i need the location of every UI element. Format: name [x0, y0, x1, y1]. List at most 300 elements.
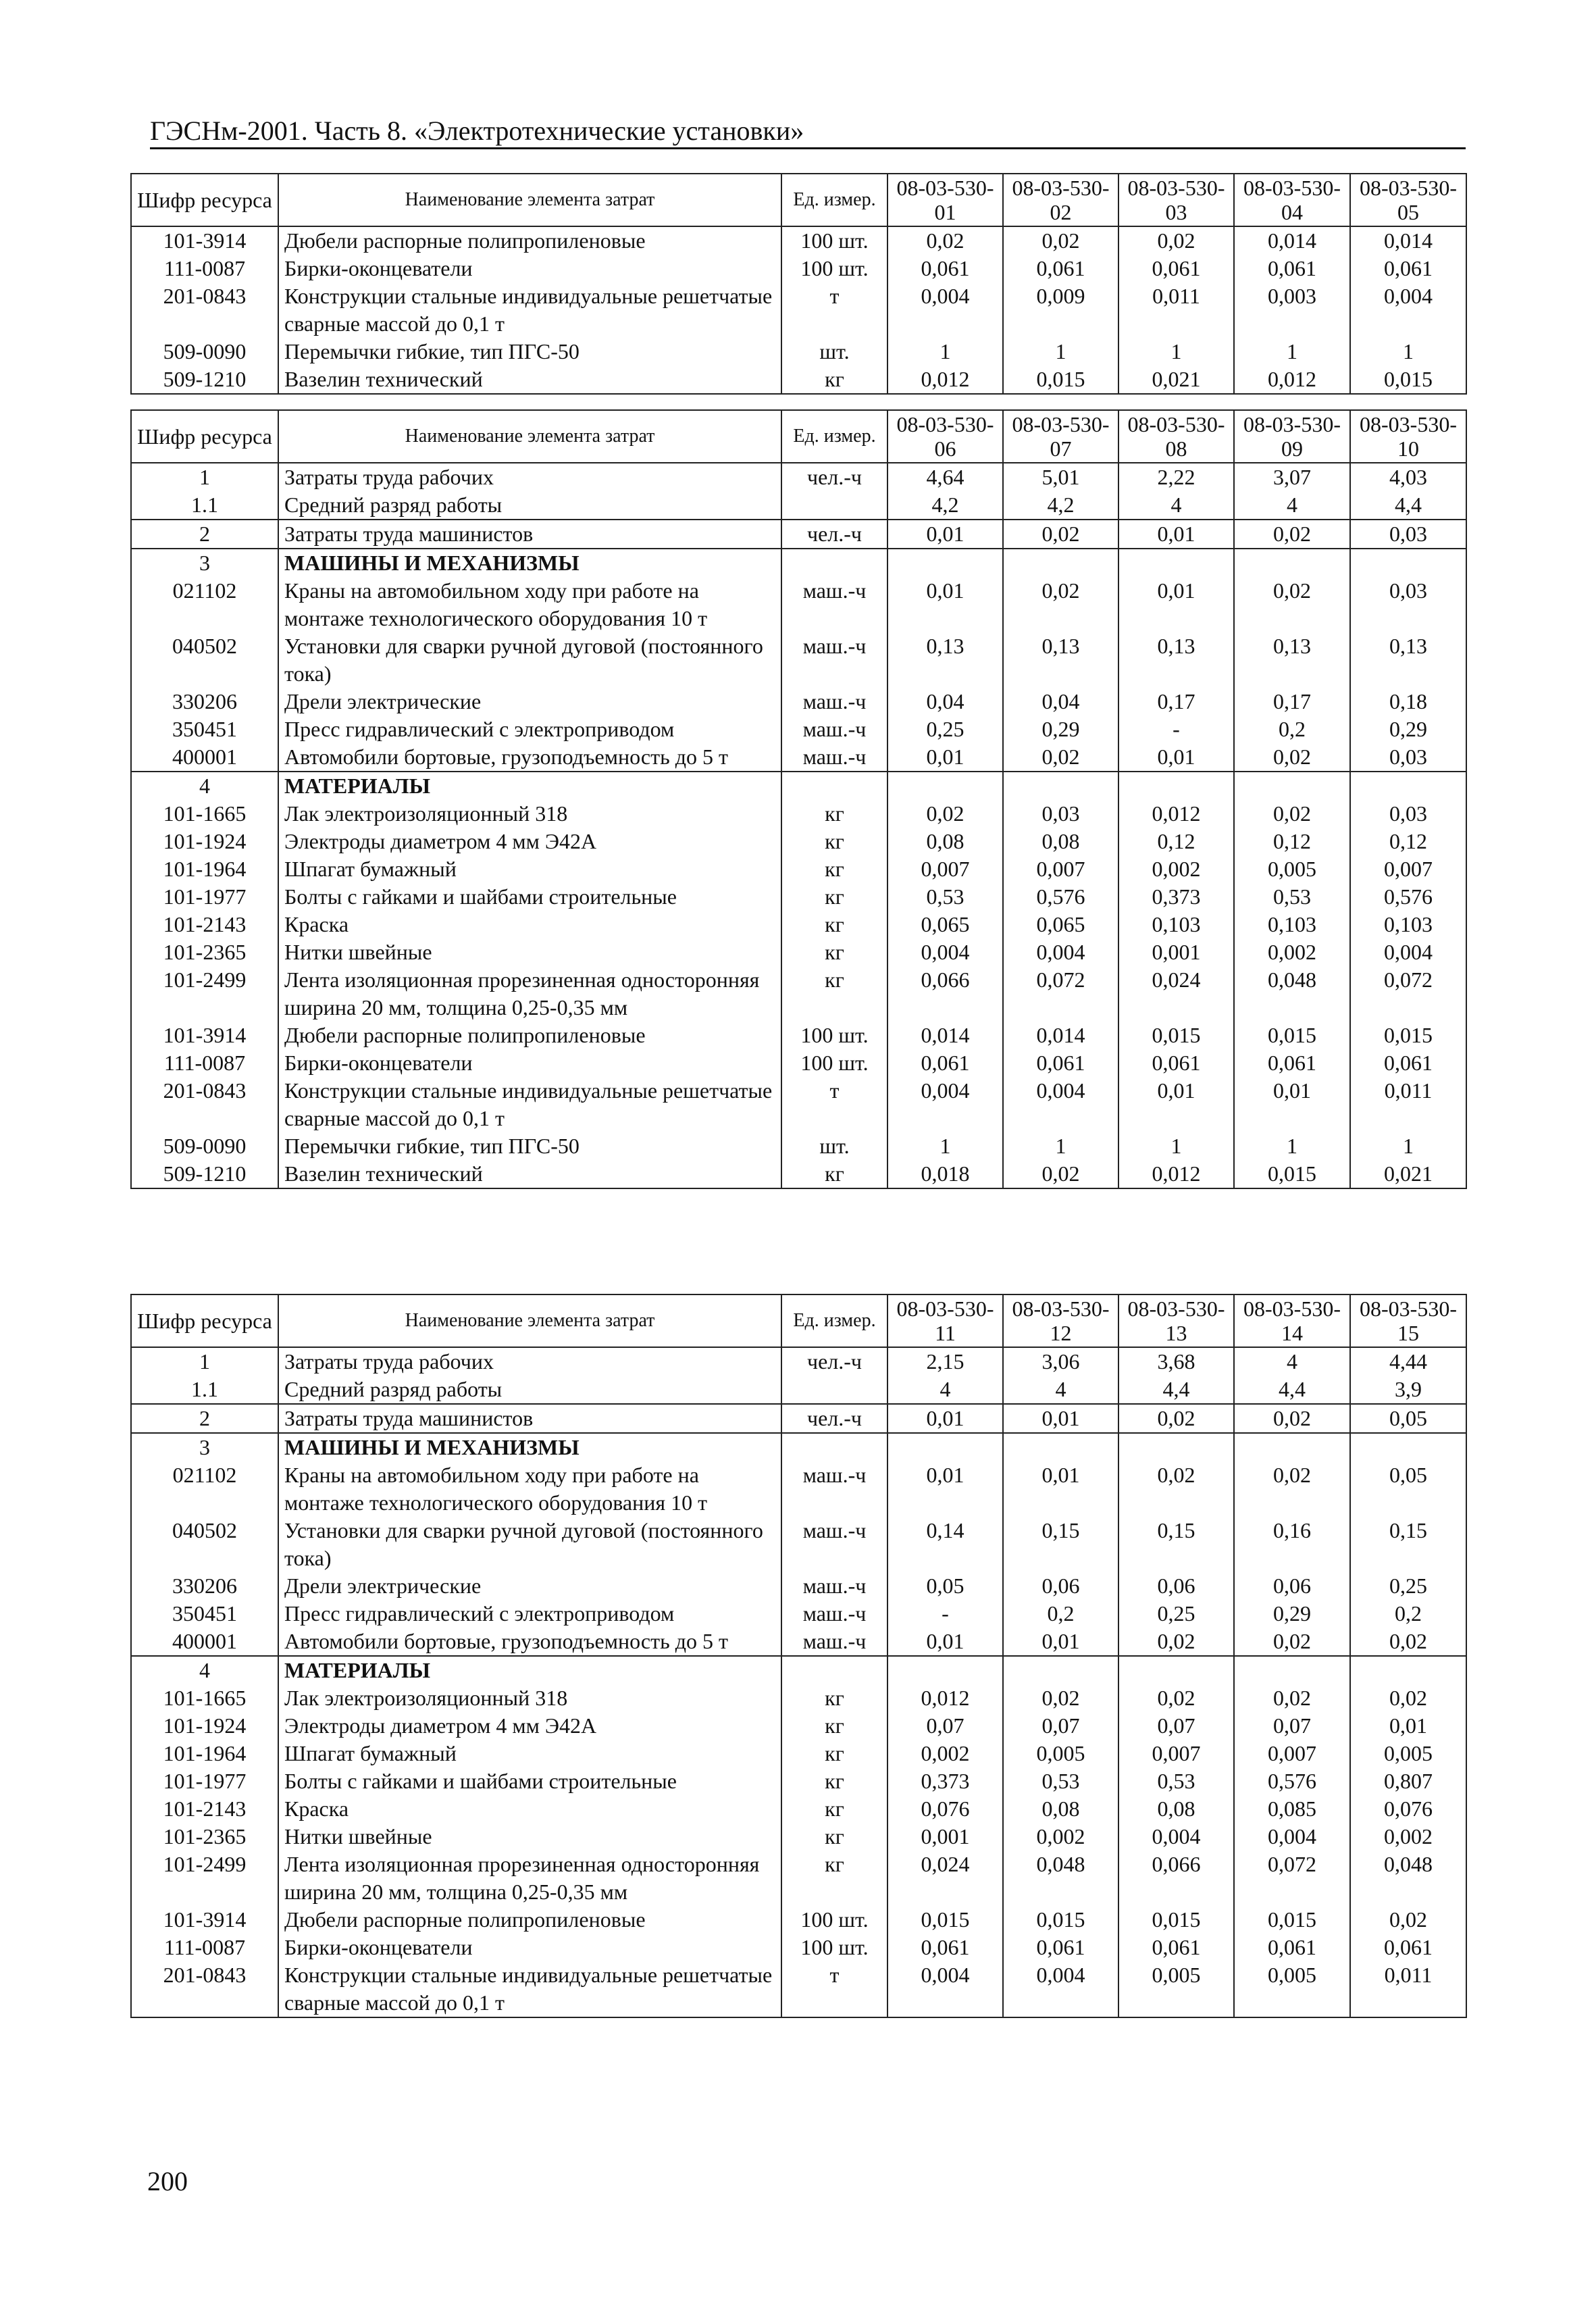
header-unit: Ед. измер.: [781, 410, 887, 463]
norm-value: 0,061: [1003, 1049, 1118, 1077]
unit-of-measure: кг: [781, 883, 887, 911]
resource-code: 3: [131, 549, 278, 577]
norm-value: 0,103: [1118, 911, 1234, 938]
table-row: [131, 1823, 1466, 1851]
norm-value: 0,103: [1234, 911, 1350, 938]
norm-value: 0,061: [1003, 255, 1118, 282]
table-row: [131, 255, 1466, 282]
resource-name: Установки для сварки ручной дуговой (постоянного тока): [278, 632, 781, 688]
table-row: [131, 282, 1466, 338]
norm-value: 0,007: [1234, 1740, 1350, 1767]
unit-of-measure: кг: [781, 966, 887, 1022]
norm-value: 0,02: [1003, 743, 1118, 772]
unit-of-measure: маш.-ч: [781, 1572, 887, 1600]
table-row: [131, 911, 1466, 938]
resource-name: Краска: [278, 911, 781, 938]
norm-value: 0,015: [1003, 1906, 1118, 1934]
unit-of-measure: [781, 1433, 887, 1461]
table-row: [131, 1934, 1466, 1961]
resource-name: Дюбели распорные полипропиленовые: [278, 1906, 781, 1934]
resource-name: Автомобили бортовые, грузоподъемность до 5 т: [278, 1628, 781, 1656]
norm-value: 4,03: [1350, 463, 1466, 491]
resource-code: 101-1964: [131, 855, 278, 883]
norm-value: 0,02: [887, 800, 1003, 828]
norm-value: 0,01: [1118, 743, 1234, 772]
norm-value: 0,02: [887, 226, 1003, 255]
unit-of-measure: [781, 1376, 887, 1404]
unit-of-measure: 100 шт.: [781, 1906, 887, 1934]
table-row: [131, 800, 1466, 828]
unit-of-measure: кг: [781, 938, 887, 966]
unit-of-measure: маш.-ч: [781, 715, 887, 743]
norm-value: 0,05: [1350, 1461, 1466, 1517]
norm-value: 0,004: [1003, 1961, 1118, 2017]
norm-value: 0,12: [1350, 828, 1466, 855]
resource-code: 101-1964: [131, 1740, 278, 1767]
norm-value: 0,15: [1003, 1517, 1118, 1572]
table-row: [131, 491, 1466, 520]
norm-value: 1: [1118, 1132, 1234, 1160]
resource-code: 101-1665: [131, 1684, 278, 1712]
norm-value: 0,011: [1350, 1961, 1466, 2017]
norm-value: 0,004: [887, 1961, 1003, 2017]
norm-value: 0,17: [1234, 688, 1350, 715]
norm-value: 1: [887, 1132, 1003, 1160]
norm-value: 0,08: [1003, 828, 1118, 855]
resource-name: Шпагат бумажный: [278, 855, 781, 883]
header-code: Шифр ресурса: [131, 410, 278, 463]
unit-of-measure: кг: [781, 1160, 887, 1188]
norm-value: 1: [1350, 1132, 1466, 1160]
resource-name: Лента изоляционная прорезиненная односторонняя ширина 20 мм, толщина 0,25-0,35 мм: [278, 966, 781, 1022]
norm-value: 0,004: [1350, 282, 1466, 338]
norm-value: 0,08: [1003, 1795, 1118, 1823]
norm-value: 1: [1118, 338, 1234, 366]
norm-value: 0,061: [1003, 1934, 1118, 1961]
resource-code: 400001: [131, 743, 278, 772]
norm-value: [1234, 1656, 1350, 1684]
unit-of-measure: маш.-ч: [781, 743, 887, 772]
unit-of-measure: т: [781, 282, 887, 338]
resource-code: 2: [131, 1404, 278, 1433]
resource-name: Средний разряд работы: [278, 1376, 781, 1404]
resource-table-2: [130, 409, 1467, 1189]
norm-value: -: [887, 1600, 1003, 1628]
norm-value: 0,061: [1234, 1934, 1350, 1961]
norm-value: [1350, 1433, 1466, 1461]
norm-value: 0,015: [1350, 366, 1466, 394]
resource-name: Бирки-оконцеватели: [278, 255, 781, 282]
resource-name: Бирки-оконцеватели: [278, 1049, 781, 1077]
norm-value: 0,807: [1350, 1767, 1466, 1795]
norm-value: 0,02: [1234, 577, 1350, 632]
norm-value: [1234, 1433, 1350, 1461]
norm-value: 0,012: [1234, 366, 1350, 394]
table-row: [131, 883, 1466, 911]
section-row: [131, 1656, 1466, 1684]
norm-value: 0,061: [1234, 255, 1350, 282]
norm-value: 0,25: [1350, 1572, 1466, 1600]
norm-value: 0,02: [1234, 1404, 1350, 1433]
resource-name: Конструкции стальные индивидуальные решетчатые сварные массой до 0,1 т: [278, 1077, 781, 1132]
norm-value: 0,01: [1118, 520, 1234, 549]
norm-value: 0,05: [1350, 1404, 1466, 1433]
resource-code: 021102: [131, 577, 278, 632]
resource-code: 201-0843: [131, 1077, 278, 1132]
unit-of-measure: 100 шт.: [781, 1049, 887, 1077]
norm-value: 0,53: [1234, 883, 1350, 911]
table-row: [131, 688, 1466, 715]
norm-value: 0,02: [1118, 1628, 1234, 1656]
norm-value: 1: [1234, 1132, 1350, 1160]
unit-of-measure: кг: [781, 1823, 887, 1851]
table-row: [131, 463, 1466, 491]
norm-value: 0,25: [887, 715, 1003, 743]
resource-code: 021102: [131, 1461, 278, 1517]
norm-value: [1003, 549, 1118, 577]
table-row: [131, 338, 1466, 366]
norm-value: 0,001: [1118, 938, 1234, 966]
norm-value: 0,004: [887, 282, 1003, 338]
norm-value: 0,061: [1234, 1049, 1350, 1077]
resource-code: 040502: [131, 1517, 278, 1572]
resource-code: 101-1665: [131, 800, 278, 828]
norm-value: 0,13: [887, 632, 1003, 688]
header-norm-code: 08-03-530-03: [1118, 174, 1234, 226]
norm-value: 0,061: [1118, 1049, 1234, 1077]
norm-value: 0,061: [1350, 1934, 1466, 1961]
norm-value: 0,14: [887, 1517, 1003, 1572]
norm-value: 0,002: [1350, 1823, 1466, 1851]
norm-value: [1118, 1656, 1234, 1684]
norm-value: 0,02: [1234, 1461, 1350, 1517]
unit-of-measure: маш.-ч: [781, 688, 887, 715]
norm-value: 0,012: [887, 366, 1003, 394]
unit-of-measure: маш.-ч: [781, 632, 887, 688]
norm-value: 0,373: [887, 1767, 1003, 1795]
resource-name: Нитки швейные: [278, 1823, 781, 1851]
norm-value: 0,01: [1118, 1077, 1234, 1132]
resource-table-3: [130, 1294, 1467, 2018]
header-norm-code: 08-03-530-14: [1234, 1294, 1350, 1347]
norm-value: 0,02: [1350, 1628, 1466, 1656]
norm-value: [1350, 549, 1466, 577]
norm-value: 0,53: [887, 883, 1003, 911]
header-norm-code: 08-03-530-07: [1003, 410, 1118, 463]
norm-value: 0,13: [1350, 632, 1466, 688]
unit-of-measure: чел.-ч: [781, 1404, 887, 1433]
header-name: Наименование элемента затрат: [278, 174, 781, 226]
norm-value: 0,009: [1003, 282, 1118, 338]
norm-value: 0,072: [1350, 966, 1466, 1022]
resource-name: Конструкции стальные индивидуальные решетчатые сварные массой до 0,1 т: [278, 282, 781, 338]
norm-value: 0,014: [1003, 1022, 1118, 1049]
table-row: [131, 855, 1466, 883]
norm-value: 0,014: [887, 1022, 1003, 1049]
norm-value: 4: [1234, 1347, 1350, 1376]
resource-code: 101-1924: [131, 1712, 278, 1740]
resource-name: Краны на автомобильном ходу при работе на монтаже технологического оборудования 10 т: [278, 1461, 781, 1517]
norm-value: 0,2: [1350, 1600, 1466, 1628]
norm-value: 0,061: [887, 1049, 1003, 1077]
resource-code: 400001: [131, 1628, 278, 1656]
norm-value: 0,061: [1118, 1934, 1234, 1961]
unit-of-measure: т: [781, 1961, 887, 2017]
norm-value: 0,576: [1350, 883, 1466, 911]
table-row: [131, 1077, 1466, 1132]
unit-of-measure: кг: [781, 1767, 887, 1795]
resource-name: Вазелин технический: [278, 366, 781, 394]
resource-code: 101-2365: [131, 1823, 278, 1851]
resource-name: Лента изоляционная прорезиненная односторонняя ширина 20 мм, толщина 0,25-0,35 мм: [278, 1851, 781, 1906]
norm-value: 0,53: [1118, 1767, 1234, 1795]
resource-name: Пресс гидравлический с электроприводом: [278, 715, 781, 743]
norm-value: 0,004: [1003, 938, 1118, 966]
norm-value: 0,02: [1003, 577, 1118, 632]
norm-value: 5,01: [1003, 463, 1118, 491]
norm-value: 0,005: [1350, 1740, 1466, 1767]
unit-of-measure: кг: [781, 366, 887, 394]
resource-code: 330206: [131, 1572, 278, 1600]
norm-value: 0,066: [1118, 1851, 1234, 1906]
norm-value: 0,005: [1118, 1961, 1234, 2017]
norm-value: 0,061: [887, 255, 1003, 282]
resource-name: Конструкции стальные индивидуальные решетчатые сварные массой до 0,1 т: [278, 1961, 781, 2017]
resource-code: 509-0090: [131, 338, 278, 366]
norm-value: [1118, 772, 1234, 800]
table-row: [131, 1795, 1466, 1823]
norm-value: 0,02: [1118, 1461, 1234, 1517]
header-norm-code: 08-03-530-12: [1003, 1294, 1118, 1347]
resource-name: Электроды диаметром 4 мм Э42А: [278, 828, 781, 855]
unit-of-measure: чел.-ч: [781, 520, 887, 549]
resource-code: 350451: [131, 1600, 278, 1628]
norm-value: 0,012: [1118, 800, 1234, 828]
norm-value: 0,373: [1118, 883, 1234, 911]
norm-value: 0,01: [887, 1628, 1003, 1656]
norm-value: 0,29: [1003, 715, 1118, 743]
norm-value: 0,014: [1350, 226, 1466, 255]
table-row: [131, 1517, 1466, 1572]
norm-value: 0,06: [1003, 1572, 1118, 1600]
norm-value: 0,014: [1234, 226, 1350, 255]
norm-value: 4: [1118, 491, 1234, 520]
header-norm-code: 08-03-530-11: [887, 1294, 1003, 1347]
norm-value: 0,005: [1234, 855, 1350, 883]
norm-value: 0,015: [1234, 1160, 1350, 1188]
resource-name: Дрели электрические: [278, 1572, 781, 1600]
norm-value: 0,004: [1003, 1077, 1118, 1132]
norm-value: 0,085: [1234, 1795, 1350, 1823]
unit-of-measure: кг: [781, 800, 887, 828]
unit-of-measure: т: [781, 1077, 887, 1132]
norm-value: 4,44: [1350, 1347, 1466, 1376]
norm-value: [1234, 549, 1350, 577]
unit-of-measure: [781, 491, 887, 520]
unit-of-measure: кг: [781, 828, 887, 855]
resource-code: 1.1: [131, 491, 278, 520]
resource-code: 509-0090: [131, 1132, 278, 1160]
norm-value: -: [1118, 715, 1234, 743]
unit-of-measure: кг: [781, 855, 887, 883]
norm-value: 0,01: [1003, 1461, 1118, 1517]
norm-value: [1234, 772, 1350, 800]
norm-value: [1003, 772, 1118, 800]
norm-value: 0,015: [1350, 1022, 1466, 1049]
table-row: [131, 577, 1466, 632]
norm-value: 0,065: [1003, 911, 1118, 938]
resource-name: Лак электроизоляционный 318: [278, 1684, 781, 1712]
norm-value: 0,02: [1118, 1404, 1234, 1433]
resource-name: Затраты труда рабочих: [278, 463, 781, 491]
header-rule: [150, 147, 1466, 149]
norm-value: 0,007: [1350, 855, 1466, 883]
norm-value: [1003, 1656, 1118, 1684]
unit-of-measure: шт.: [781, 338, 887, 366]
header-name: Наименование элемента затрат: [278, 1294, 781, 1347]
resource-name: Болты с гайками и шайбами строительные: [278, 1767, 781, 1795]
table-row: [131, 743, 1466, 772]
page-header-title: ГЭСНм-2001. Часть 8. «Электротехнические установки»: [150, 116, 804, 146]
resource-code: 101-2499: [131, 966, 278, 1022]
resource-name: Болты с гайками и шайбами строительные: [278, 883, 781, 911]
norm-value: 0,015: [1234, 1906, 1350, 1934]
header-norm-code: 08-03-530-09: [1234, 410, 1350, 463]
unit-of-measure: кг: [781, 1684, 887, 1712]
unit-of-measure: 100 шт.: [781, 1934, 887, 1961]
table-row: [131, 938, 1466, 966]
resource-name: Краска: [278, 1795, 781, 1823]
section-row: [131, 1433, 1466, 1461]
norm-value: 1: [887, 338, 1003, 366]
norm-value: [887, 1656, 1003, 1684]
resource-code: 040502: [131, 632, 278, 688]
norm-value: 0,072: [1003, 966, 1118, 1022]
table-row: [131, 366, 1466, 394]
norm-value: 0,576: [1003, 883, 1118, 911]
norm-value: 0,061: [887, 1934, 1003, 1961]
norm-value: 1: [1350, 338, 1466, 366]
norm-value: 0,29: [1350, 715, 1466, 743]
norm-value: 0,12: [1234, 828, 1350, 855]
norm-value: 0,061: [1350, 255, 1466, 282]
resource-name: Нитки швейные: [278, 938, 781, 966]
table-row: [131, 1376, 1466, 1404]
resource-name: Перемычки гибкие, тип ПГС-50: [278, 1132, 781, 1160]
unit-of-measure: шт.: [781, 1132, 887, 1160]
norm-value: [1003, 1433, 1118, 1461]
norm-value: 0,015: [1234, 1022, 1350, 1049]
table-row: [131, 1851, 1466, 1906]
norm-value: 0,066: [887, 966, 1003, 1022]
table-row: [131, 520, 1466, 549]
unit-of-measure: кг: [781, 911, 887, 938]
norm-value: 0,007: [1118, 1740, 1234, 1767]
norm-value: 0,103: [1350, 911, 1466, 938]
resource-name: Перемычки гибкие, тип ПГС-50: [278, 338, 781, 366]
resource-code: 101-1977: [131, 1767, 278, 1795]
norm-value: 0,04: [1003, 688, 1118, 715]
table-row: [131, 1572, 1466, 1600]
norm-value: 0,05: [887, 1572, 1003, 1600]
table-row: [131, 828, 1466, 855]
norm-value: 0,02: [1118, 226, 1234, 255]
norm-value: 0,02: [1350, 1906, 1466, 1934]
norm-value: [1118, 549, 1234, 577]
norm-value: 0,576: [1234, 1767, 1350, 1795]
resource-code: 1: [131, 463, 278, 491]
norm-value: 0,011: [1350, 1077, 1466, 1132]
norm-value: 4,4: [1118, 1376, 1234, 1404]
resource-code: 1.1: [131, 1376, 278, 1404]
norm-value: [1350, 772, 1466, 800]
norm-value: 0,02: [1234, 1684, 1350, 1712]
unit-of-measure: маш.-ч: [781, 577, 887, 632]
table-row: [131, 1347, 1466, 1376]
header-norm-code: 08-03-530-06: [887, 410, 1003, 463]
norm-value: 0,002: [887, 1740, 1003, 1767]
norm-value: 0,015: [1003, 366, 1118, 394]
norm-value: 0,17: [1118, 688, 1234, 715]
norm-value: 0,02: [1118, 1684, 1234, 1712]
norm-value: 0,01: [887, 520, 1003, 549]
norm-value: 0,076: [887, 1795, 1003, 1823]
resource-code: 111-0087: [131, 255, 278, 282]
section-row: [131, 549, 1466, 577]
norm-value: 0,002: [1118, 855, 1234, 883]
resource-code: 509-1210: [131, 366, 278, 394]
norm-value: 0,003: [1234, 282, 1350, 338]
norm-value: 0,021: [1350, 1160, 1466, 1188]
norm-value: 0,01: [887, 1461, 1003, 1517]
unit-of-measure: маш.-ч: [781, 1628, 887, 1656]
resource-code: 2: [131, 520, 278, 549]
resource-code: 101-3914: [131, 226, 278, 255]
header-norm-code: 08-03-530-02: [1003, 174, 1118, 226]
norm-value: 0,01: [887, 577, 1003, 632]
resource-name: Шпагат бумажный: [278, 1740, 781, 1767]
norm-value: 4: [887, 1376, 1003, 1404]
norm-value: 0,25: [1118, 1600, 1234, 1628]
resource-code: 101-2143: [131, 911, 278, 938]
header-unit: Ед. измер.: [781, 1294, 887, 1347]
norm-value: 1: [1234, 338, 1350, 366]
norm-value: 4: [1003, 1376, 1118, 1404]
table-row: [131, 1461, 1466, 1517]
norm-value: 0,065: [887, 911, 1003, 938]
norm-value: 0,005: [1003, 1740, 1118, 1767]
header-code: Шифр ресурса: [131, 1294, 278, 1347]
resource-code: 350451: [131, 715, 278, 743]
resource-code: 101-3914: [131, 1022, 278, 1049]
resource-code: 101-1924: [131, 828, 278, 855]
norm-value: 0,03: [1350, 577, 1466, 632]
resource-name: Вазелин технический: [278, 1160, 781, 1188]
resource-name: Затраты труда рабочих: [278, 1347, 781, 1376]
norm-value: 0,072: [1234, 1851, 1350, 1906]
norm-value: 0,048: [1350, 1851, 1466, 1906]
unit-of-measure: 100 шт.: [781, 226, 887, 255]
norm-value: 0,03: [1003, 800, 1118, 828]
table-row: [131, 632, 1466, 688]
norm-value: 0,012: [887, 1684, 1003, 1712]
table-row: [131, 1712, 1466, 1740]
norm-value: 0,08: [1118, 1795, 1234, 1823]
resource-code: 330206: [131, 688, 278, 715]
norm-value: 0,07: [1003, 1712, 1118, 1740]
norm-value: 0,01: [887, 1404, 1003, 1433]
norm-value: 0,01: [1003, 1404, 1118, 1433]
